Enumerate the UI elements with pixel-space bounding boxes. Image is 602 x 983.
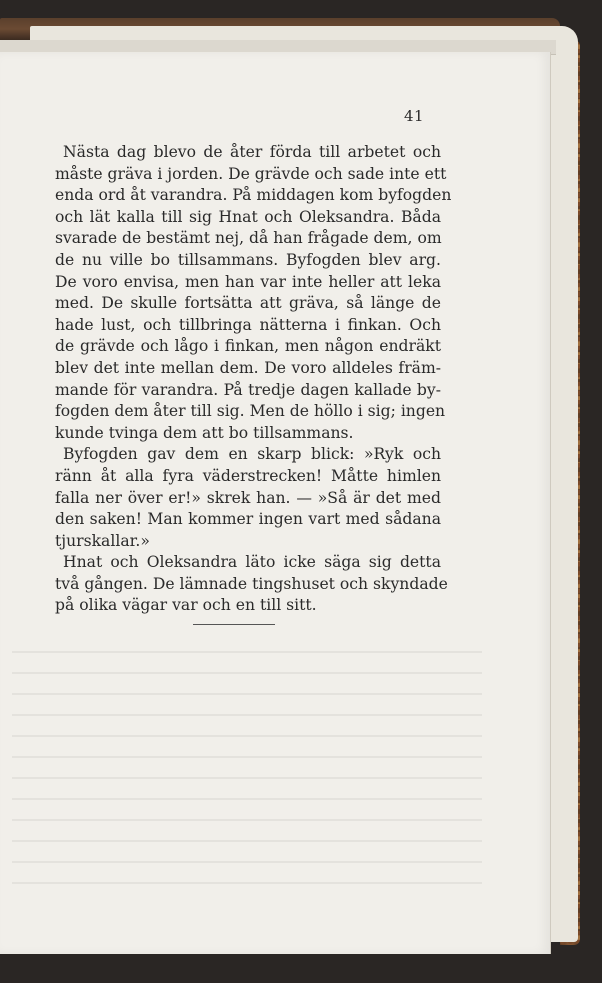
paragraph-1	[55, 142, 452, 444]
text-line: hade lust, och tillbringa nätterna i finkan. Och	[55, 315, 441, 334]
text-line: kunde tvinga dem att bo tillsammans.	[55, 423, 354, 442]
page-number: 41	[404, 107, 425, 125]
text-line: fogden dem åter till sig. Men de höllo i sig; ingen	[55, 402, 446, 421]
body-text	[55, 142, 452, 617]
text-line: De voro envisa, men han var inte heller att leka	[55, 272, 441, 291]
text-line: falla ner över er!» skrek han. — »Så är det med	[55, 488, 441, 507]
text-line: ränn åt alla fyra väderstrecken! Måtte himlen	[55, 466, 441, 485]
text-line: mande för varandra. På tredje dagen kallade by-	[55, 380, 441, 399]
text-line: Byfogden gav dem en skarp blick: »Ryk och	[63, 445, 441, 464]
text-line: med. De skulle fortsätta att gräva, så länge de	[55, 294, 441, 313]
text-line: de nu ville bo tillsammans. Byfogden blev arg.	[55, 250, 441, 269]
text-line: enda ord åt varandra. På middagen kom byfogden	[55, 186, 452, 205]
paragraph-2	[55, 444, 441, 552]
text-line: svarade de bestämt nej, då han frågade dem, om	[55, 229, 442, 248]
paragraph-3	[55, 552, 448, 617]
bleed-through-text	[12, 637, 482, 887]
text-line: Hnat och Oleksandra läto icke säga sig detta	[63, 553, 441, 572]
text-line: tjurskallar.»	[55, 531, 150, 550]
text-line: den saken! Man kommer ingen vart med sådana	[55, 510, 441, 529]
text-line: de grävde och lågo i finkan, men någon endräkt	[55, 337, 441, 356]
text-line: och lät kalla till sig Hnat och Oleksandra. Båda	[55, 207, 441, 226]
text-line: två gången. De lämnade tingshuset och skyndade	[55, 574, 448, 593]
section-divider	[193, 624, 275, 625]
text-line: Nästa dag blevo de åter förda till arbetet och	[63, 143, 441, 161]
text-line: på olika vägar var och en till sitt.	[55, 596, 317, 615]
text-line: måste gräva i jorden. De grävde och sade inte ett	[55, 164, 447, 183]
text-line: blev det inte mellan dem. De voro alldeles främ-	[55, 358, 441, 377]
